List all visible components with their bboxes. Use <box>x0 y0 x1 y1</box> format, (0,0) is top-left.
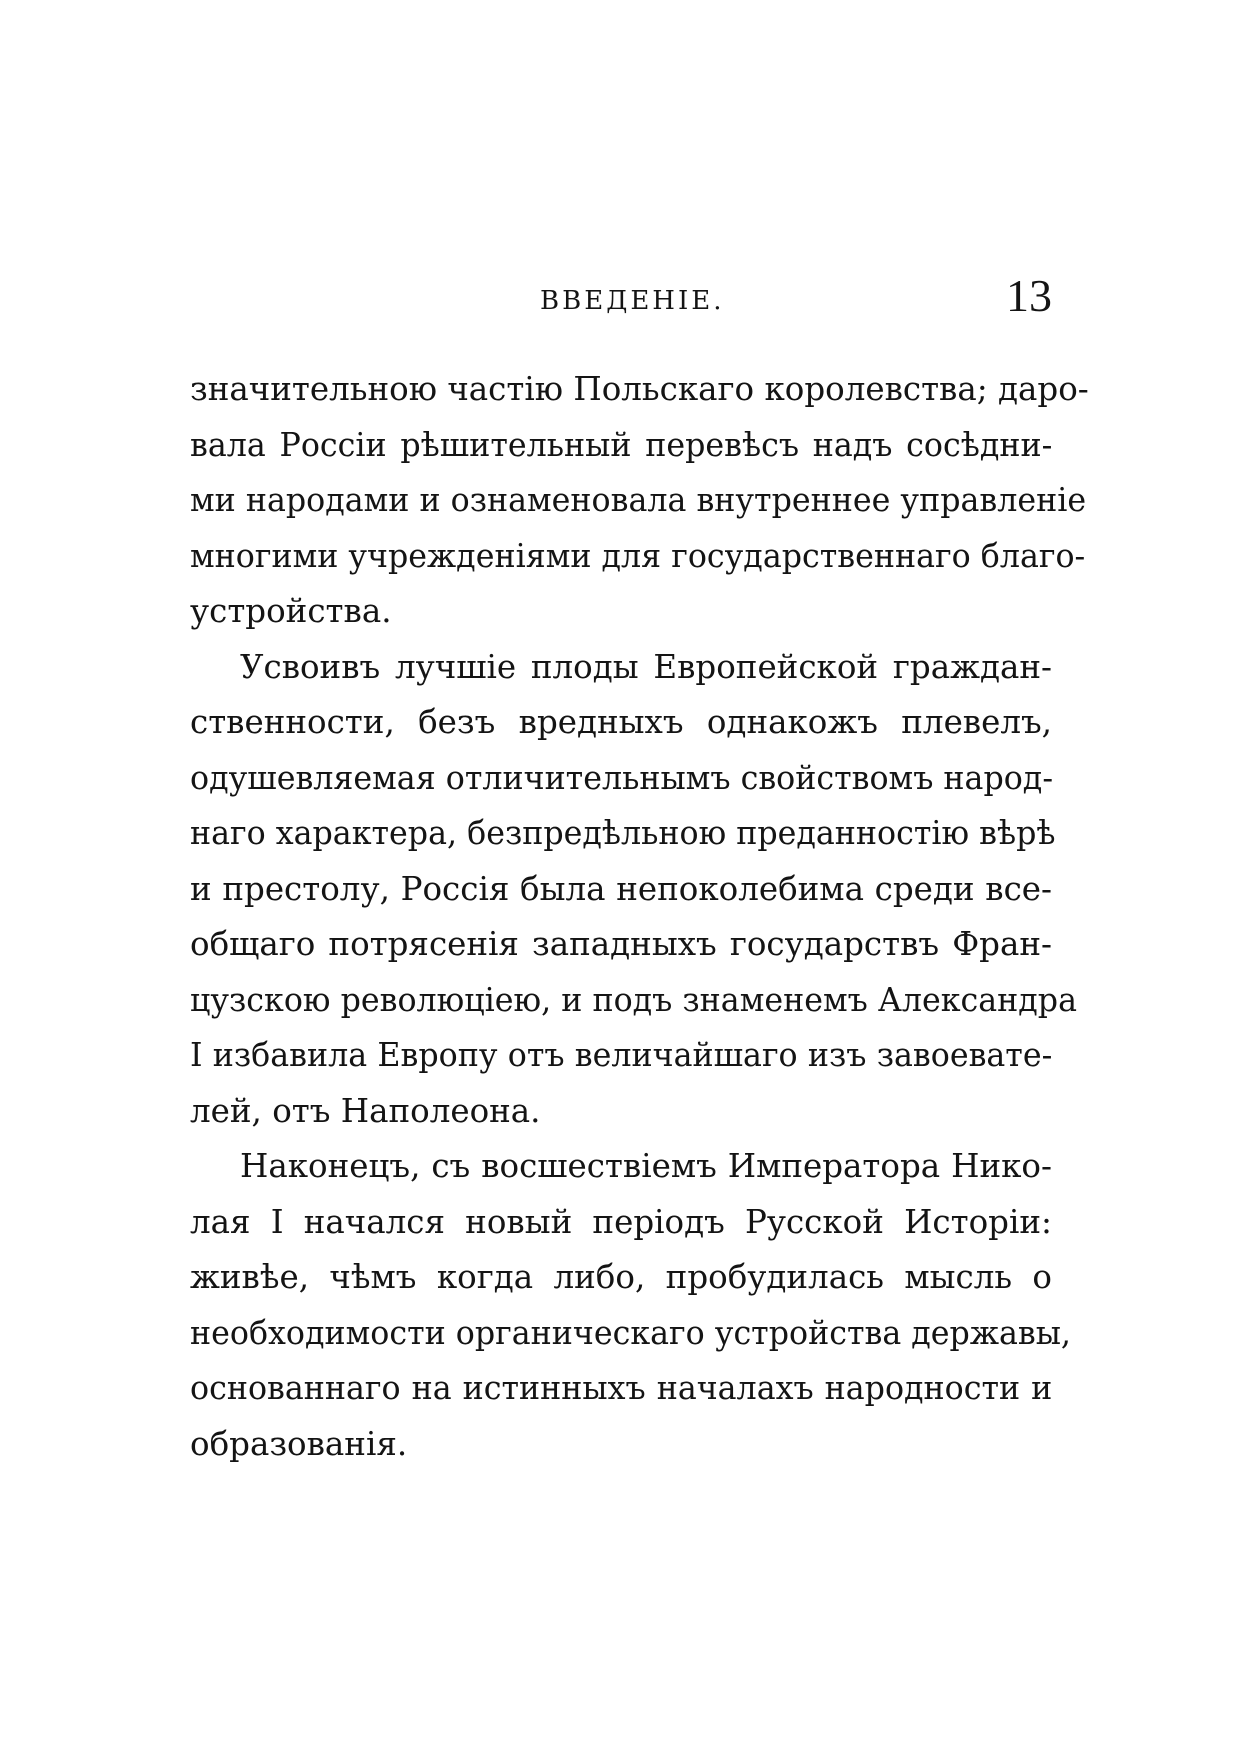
text-line: многими учрежденіями для государственнаго благо- <box>190 536 1086 575</box>
text-line: лая I начался новый періодъ Русской Исторіи: <box>190 1202 1052 1241</box>
paragraph <box>190 362 1089 640</box>
text-line: цузскою революціею, и подъ знаменемъ Александра <box>190 980 1077 1019</box>
text-line: значительною частію Польскаго королевства; даро- <box>190 370 1089 408</box>
text-line: лей, отъ Наполеона. <box>190 1091 541 1130</box>
text-line: наго характера, безпредѣльною преданностію вѣрѣ <box>190 814 1056 852</box>
page-title: ВВЕДЕНІЕ. <box>540 286 725 316</box>
text-line: устройства. <box>190 592 392 630</box>
text-line: ми народами и ознаменовала внутреннее управленіе <box>190 481 1087 519</box>
paragraph <box>190 640 1077 1140</box>
text-line: необходимости органическаго устройства державы, <box>190 1313 1072 1352</box>
text-line: I избавила Европу отъ величайшаго изъ завоевате- <box>190 1036 1053 1074</box>
page-number: 13 <box>1006 270 1052 321</box>
text-line: общаго потрясенія западныхъ государствъ Фран- <box>190 925 1052 963</box>
text-line: образованія. <box>190 1424 408 1463</box>
text-line: живѣе, чѣмъ когда либо, пробудилась мысль о <box>190 1258 1052 1296</box>
text-line: ственности, безъ вредныхъ однакожъ плевелъ, <box>190 703 1052 741</box>
body-text <box>190 362 1089 1472</box>
text-line: основаннаго на истинныхъ началахъ народности и <box>190 1369 1053 1407</box>
text-line: Усвоивъ лучшіе плоды Европейской граждан- <box>240 647 1052 686</box>
text-line: Наконецъ, съ восшествіемъ Императора Нико- <box>240 1147 1052 1185</box>
text-line: вала Россіи рѣшительный перевѣсъ надъ сосѣдни- <box>190 425 1053 464</box>
text-line: и престолу, Россія была непоколебима среди все- <box>190 869 1052 908</box>
text-line: одушевляемая отличительнымъ свойствомъ народ- <box>190 758 1054 797</box>
running-head <box>190 268 1052 328</box>
paragraph <box>190 1139 1072 1472</box>
